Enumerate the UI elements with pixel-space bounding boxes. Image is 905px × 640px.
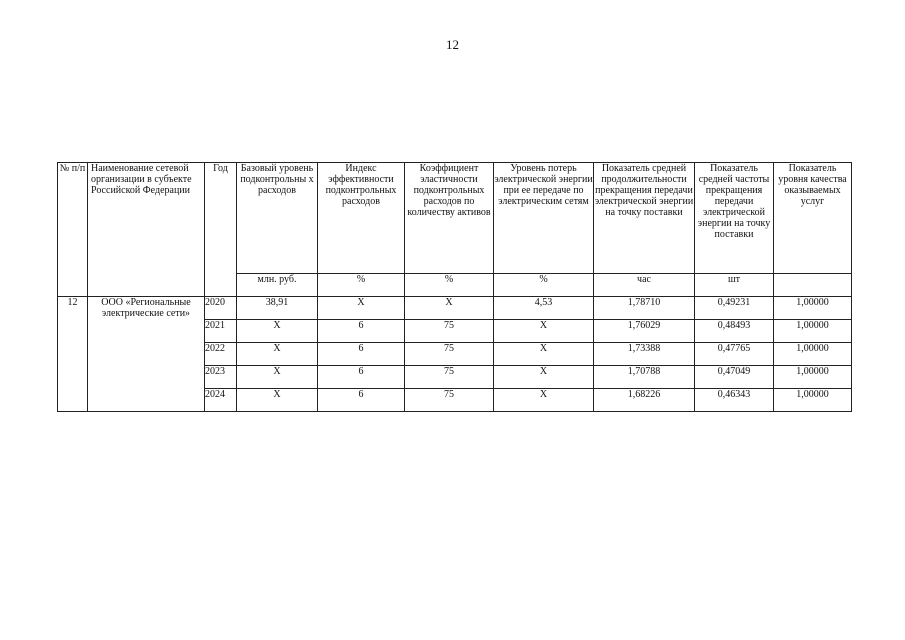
year-cell: 2022	[205, 343, 237, 366]
value-cell: 1,00000	[774, 297, 852, 320]
unit-cell: %	[494, 274, 594, 297]
header-elasticity-coefficient: Коэффициент эластичности подконтрольных расходов по количеству активов	[405, 163, 494, 274]
header-avg-interruption-duration: Показатель средней продолжительности прекращения передачи электрической энергии на точку поставки	[594, 163, 695, 274]
value-cell: 75	[405, 343, 494, 366]
value-cell: 1,78710	[594, 297, 695, 320]
value-cell: X	[494, 366, 594, 389]
value-cell: 1,00000	[774, 389, 852, 412]
value-cell: X	[494, 320, 594, 343]
indicators-table	[57, 162, 852, 412]
header-avg-interruption-frequency: Показатель средней частоты прекращения передачи электрической энергии на точку поставки	[695, 163, 774, 274]
unit-cell: шт	[695, 274, 774, 297]
header-efficiency-index: Индекс эффективности подконтрольных расходов	[318, 163, 405, 274]
value-cell: 4,53	[494, 297, 594, 320]
value-cell: X	[405, 297, 494, 320]
value-cell: 1,00000	[774, 343, 852, 366]
year-cell: 2021	[205, 320, 237, 343]
value-cell: X	[494, 343, 594, 366]
unit-cell: млн. руб.	[237, 274, 318, 297]
value-cell: 0,46343	[695, 389, 774, 412]
header-organization: Наименование сетевой организации в субъекте Российской Федерации	[88, 163, 205, 297]
row-number: 12	[58, 297, 88, 412]
value-cell: X	[237, 366, 318, 389]
table-row	[58, 297, 852, 320]
value-cell: 1,00000	[774, 320, 852, 343]
page-number: 12	[446, 37, 459, 52]
unit-cell	[774, 274, 852, 297]
year-cell: 2023	[205, 366, 237, 389]
value-cell: 0,48493	[695, 320, 774, 343]
value-cell: 0,47765	[695, 343, 774, 366]
value-cell: 0,49231	[695, 297, 774, 320]
header-energy-loss-level: Уровень потерь электрической энергии при ее передаче по электрическим сетям	[494, 163, 594, 274]
header-base-expenses: Базовый уровень подконтрольны х расходов	[237, 163, 318, 274]
unit-cell: %	[405, 274, 494, 297]
value-cell: 75	[405, 320, 494, 343]
value-cell: 1,76029	[594, 320, 695, 343]
value-cell: 1,00000	[774, 366, 852, 389]
value-cell: 75	[405, 366, 494, 389]
organization-name: ООО «Региональные электрические сети»	[88, 297, 205, 412]
value-cell: 1,68226	[594, 389, 695, 412]
value-cell: 75	[405, 389, 494, 412]
value-cell: 1,70788	[594, 366, 695, 389]
value-cell: X	[494, 389, 594, 412]
value-cell: 1,73388	[594, 343, 695, 366]
value-cell: X	[237, 343, 318, 366]
unit-cell: %	[318, 274, 405, 297]
value-cell: 6	[318, 343, 405, 366]
value-cell: X	[237, 320, 318, 343]
value-cell: X	[318, 297, 405, 320]
value-cell: 6	[318, 366, 405, 389]
header-year: Год	[205, 163, 237, 297]
value-cell: 0,47049	[695, 366, 774, 389]
value-cell: 6	[318, 389, 405, 412]
value-cell: 6	[318, 320, 405, 343]
year-cell: 2020	[205, 297, 237, 320]
value-cell: 38,91	[237, 297, 318, 320]
header-row	[58, 163, 852, 274]
header-service-quality: Показатель уровня качества оказываемых услуг	[774, 163, 852, 274]
unit-cell: час	[594, 274, 695, 297]
header-row-number: № п/п	[58, 163, 88, 297]
year-cell: 2024	[205, 389, 237, 412]
value-cell: X	[237, 389, 318, 412]
